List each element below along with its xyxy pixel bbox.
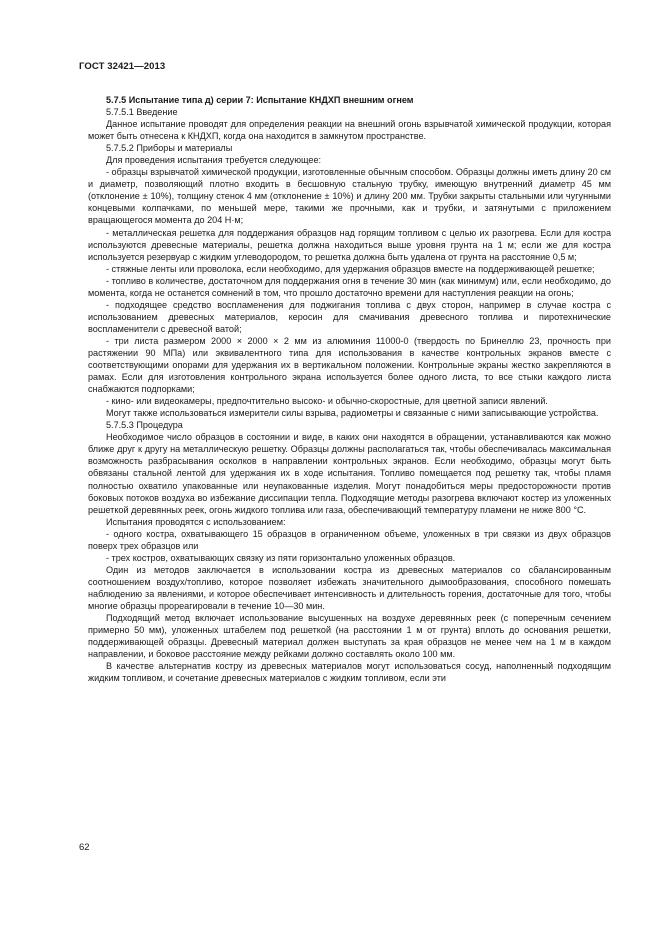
list-item: - подходящее средство воспламенения для поджигания топлива с двух сторон, например в случае костра с использованием древесных материалов, керосин для смачивания древесного топлива и пиротехнические воспламенители с древесной ватой;: [88, 299, 611, 334]
subsection-heading: 5.7.5.3 Процедура: [106, 420, 183, 431]
subsection-heading: 5.7.5.2 Приборы и материалы: [106, 143, 233, 154]
paragraph: Данное испытание проводят для определения реакции на внешний огонь взрывчатой химической продукции, которая может быть отнесена к КНДХП, когда она находится в замкнутом пространстве.: [88, 119, 611, 142]
page-number: 62: [79, 842, 90, 853]
subsection-heading: 5.7.5.1 Введение: [106, 107, 178, 118]
document-body: [88, 94, 611, 684]
list-item: - трех костров, охватывающих связку из пяти горизонтально уложенных образцов.: [106, 552, 456, 563]
paragraph: Один из методов заключается в использовании костра из древесных материалов со сбалансированным соотношением воздух/топливо, которое позволяет избежать значительного дымообразования, способного помешать наблюдению за явлениями, и которое обеспечивает интенсивность и длительность горения, достаточные для того, чтобы многие образцы прореагировали в течение 10—30 мин.: [88, 564, 611, 611]
list-item: - образцы взрывчатой химической продукции, изготовленные обычным способом. Образцы должны иметь длину 20 см и диаметр, позволяющий плотно входить в бесшовную стальную трубку, имеющую внутренний диаметр 45 мм (отклонение ± 10%), толщину стенок 4 мм (отклонение ± 10%) и длину 200 мм. Трубки закрыты стальными или чугунными концевыми колпачками, по меньшей мере, такими же прочными, как и трубки, и затянутыми с приложением вращающегося момента до 204 Н·м;: [88, 167, 611, 226]
list-item: - стяжные ленты или проволока, если необходимо, для удержания образцов вместе на поддерживающей решетке;: [106, 263, 595, 274]
list-item: - три листа размером 2000 × 2000 × 2 мм из алюминия 11000-0 (твердость по Бринеллю 23, прочность при растяжении 90 МПа) или эквивалентного типа для использования в качестве контрольных экранов вместе с соответствующими опорами для удержания их в вертикальном положении. Контрольные экраны жестко закрепляются в рамах. Если для изготовления контрольного экрана используется более одного листа, то все стыки каждого листа снабжаются подпорками;: [88, 335, 611, 395]
paragraph: Подходящий метод включает использование высушенных на воздухе деревянных реек (с поперечным сечением примерно 50 мм), уложенных штабелем под решеткой (на расстоянии 1 м от грунта) вплоть до основания решетки, поддерживающей образцы. Древесный материал должен выступать за края образцов не менее чем на 1 м в каждом направлении, и боковое расстояние между рейками должно составлять около 100 мм.: [88, 613, 611, 660]
paragraph: Могут также использоваться измерители силы взрыва, радиометры и связанные с ними записывающие устройства.: [106, 408, 599, 419]
paragraph: Для проведения испытания требуется следующее:: [106, 155, 322, 166]
list-item: - одного костра, охватывающего 15 образцов в ограниченном объеме, уложенных в три связки из двух образцов поверх трех образцов или: [88, 528, 611, 551]
paragraph: Испытания проводятся с использованием:: [106, 516, 286, 527]
list-item: - топливо в количестве, достаточном для поддержания огня в течение 30 мин (как минимум) или, если необходимо, до момента, когда не останется сомнений в том, что прошло достаточно времени для наступления реакции на огонь;: [88, 275, 611, 298]
paragraph: Необходимое число образцов в состоянии и виде, в каких они находятся в обращении, устанавливаются как можно ближе друг к другу на металлическую решетку. Образцы должны располагаться так, чтобы обеспечивалась максимальная возможность разбрасывания осколков в направлении контрольных экранов. Если необходимо, образцы могут быть обвязаны стальной лентой для удержания их в ходе испытания. Топливо помещается под решетку так, чтобы пламя полностью охватило упакованные или неупакованные изделия. Могут понадобиться меры предосторожности против боковых потоков воздуха во избежание диссипации тепла. Подходящие методы разогрева включают костер из уложенных решеткой деревянных реек, огонь жидкого топлива или газа, обеспечивающий температуру пламени не ниже 800 °C.: [88, 432, 611, 515]
section-heading: 5.7.5 Испытание типа д) серии 7: Испытание КНДХП внешним огнем: [106, 95, 414, 105]
standard-header: ГОСТ 32421—2013: [79, 61, 166, 72]
list-item: - металлическая решетка для поддержания образцов над горящим топливом с целью их разогрева. Если для костра используются древесные материалы, решетка должна находиться выше уровня грунта на 1 м; если же для костра используется резервуар с жидким углеводородом, то решетка должна быть удалена от грунта на расстояние 0,5 м;: [88, 227, 611, 262]
paragraph: В качестве альтернатив костру из древесных материалов могут использоваться сосуд, наполненный подходящим жидким топливом, и сочетание древесных материалов с жидким топливом, если эти: [88, 661, 611, 684]
list-item: - кино- или видеокамеры, предпочтительно высоко- и обычно-скоростные, для цветной записи явлений.: [106, 396, 548, 407]
